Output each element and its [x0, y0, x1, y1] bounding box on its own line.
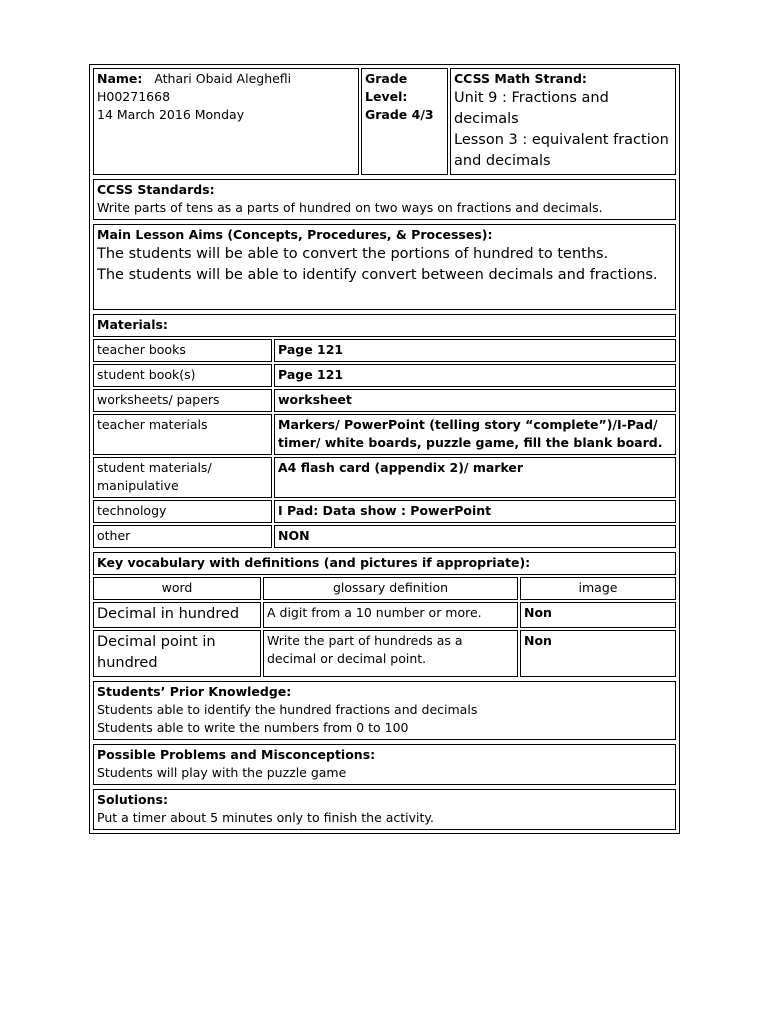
material-value: worksheet	[274, 389, 676, 412]
problems-label: Possible Problems and Misconceptions:	[97, 747, 376, 762]
strand-unit: Unit 9 : Fractions and decimals	[454, 90, 609, 127]
column-header-image: image	[520, 577, 676, 600]
header-table	[91, 66, 678, 177]
student-id: H00271668	[97, 89, 171, 104]
standards-text: Write parts of tens as a parts of hundred on two ways on fractions and decimals.	[97, 200, 603, 215]
aims-line-2: The students will be able to identify convert between decimals and fractions.	[97, 267, 658, 283]
material-value: Markers/ PowerPoint (telling story “complete”)/I-Pad/ timer/ white boards, puzzle game, fill the blank board.	[274, 414, 676, 455]
grade-value: Grade 4/3	[365, 107, 434, 122]
level-label: Level:	[365, 89, 408, 104]
solutions-table	[91, 787, 678, 832]
vocab-definition: A digit from a 10 number or more.	[263, 602, 518, 628]
vocab-word: Decimal point in hundred	[93, 630, 261, 677]
vocab-image: Non	[520, 630, 676, 677]
vocabulary-table	[91, 550, 678, 679]
vocab-definition: Write the part of hundreds as a decimal or decimal point.	[263, 630, 518, 677]
material-item: worksheets/ papers	[93, 389, 272, 412]
lesson-plan-document	[89, 64, 680, 834]
material-item: teacher materials	[93, 414, 272, 455]
problems-cell	[93, 744, 676, 785]
grade-label: Grade	[365, 71, 408, 86]
vocabulary-label: Key vocabulary with definitions (and pictures if appropriate):	[93, 552, 676, 575]
material-value: A4 flash card (appendix 2)/ marker	[274, 457, 676, 498]
prior-knowledge-line-1: Students able to identify the hundred fractions and decimals	[97, 702, 478, 717]
name-cell	[93, 68, 359, 175]
solutions-text: Put a timer about 5 minutes only to finish the activity.	[97, 810, 435, 825]
material-item: student book(s)	[93, 364, 272, 387]
prior-knowledge-line-2: Students able to write the numbers from 0 to 100	[97, 720, 409, 735]
materials-table	[91, 312, 678, 550]
material-value: Page 121	[274, 364, 676, 387]
aims-label: Main Lesson Aims (Concepts, Procedures, & Processes):	[97, 227, 493, 242]
aims-table	[91, 222, 678, 312]
standards-label: CCSS Standards:	[97, 182, 215, 197]
strand-lesson: Lesson 3 : equivalent fraction and decimals	[454, 132, 669, 169]
solutions-label: Solutions:	[97, 792, 168, 807]
prior-knowledge-table	[91, 679, 678, 742]
problems-text: Students will play with the puzzle game	[97, 765, 347, 780]
prior-knowledge-cell	[93, 681, 676, 740]
material-value: Page 121	[274, 339, 676, 362]
strand-cell	[450, 68, 676, 175]
standards-cell	[93, 179, 676, 220]
solutions-cell	[93, 789, 676, 830]
grade-cell	[361, 68, 448, 175]
name-label: Name:	[97, 71, 143, 86]
vocab-image: Non	[520, 602, 676, 628]
lesson-date: 14 March 2016 Monday	[97, 107, 245, 122]
material-value: NON	[274, 525, 676, 548]
problems-table	[91, 742, 678, 787]
column-header-word: word	[93, 577, 261, 600]
material-item: other	[93, 525, 272, 548]
strand-label: CCSS Math Strand:	[454, 71, 587, 86]
standards-table	[91, 177, 678, 222]
aims-cell	[93, 224, 676, 310]
material-value: I Pad: Data show : PowerPoint	[274, 500, 676, 523]
material-item: technology	[93, 500, 272, 523]
material-item: student materials/ manipulative	[93, 457, 272, 498]
vocab-word: Decimal in hundred	[93, 602, 261, 628]
material-item: teacher books	[93, 339, 272, 362]
prior-knowledge-label: Students’ Prior Knowledge:	[97, 684, 292, 699]
aims-line-1: The students will be able to convert the portions of hundred to tenths.	[97, 246, 609, 262]
name-value: Athari Obaid Aleghefli	[154, 71, 292, 86]
column-header-definition: glossary definition	[263, 577, 518, 600]
materials-label: Materials:	[93, 314, 676, 337]
